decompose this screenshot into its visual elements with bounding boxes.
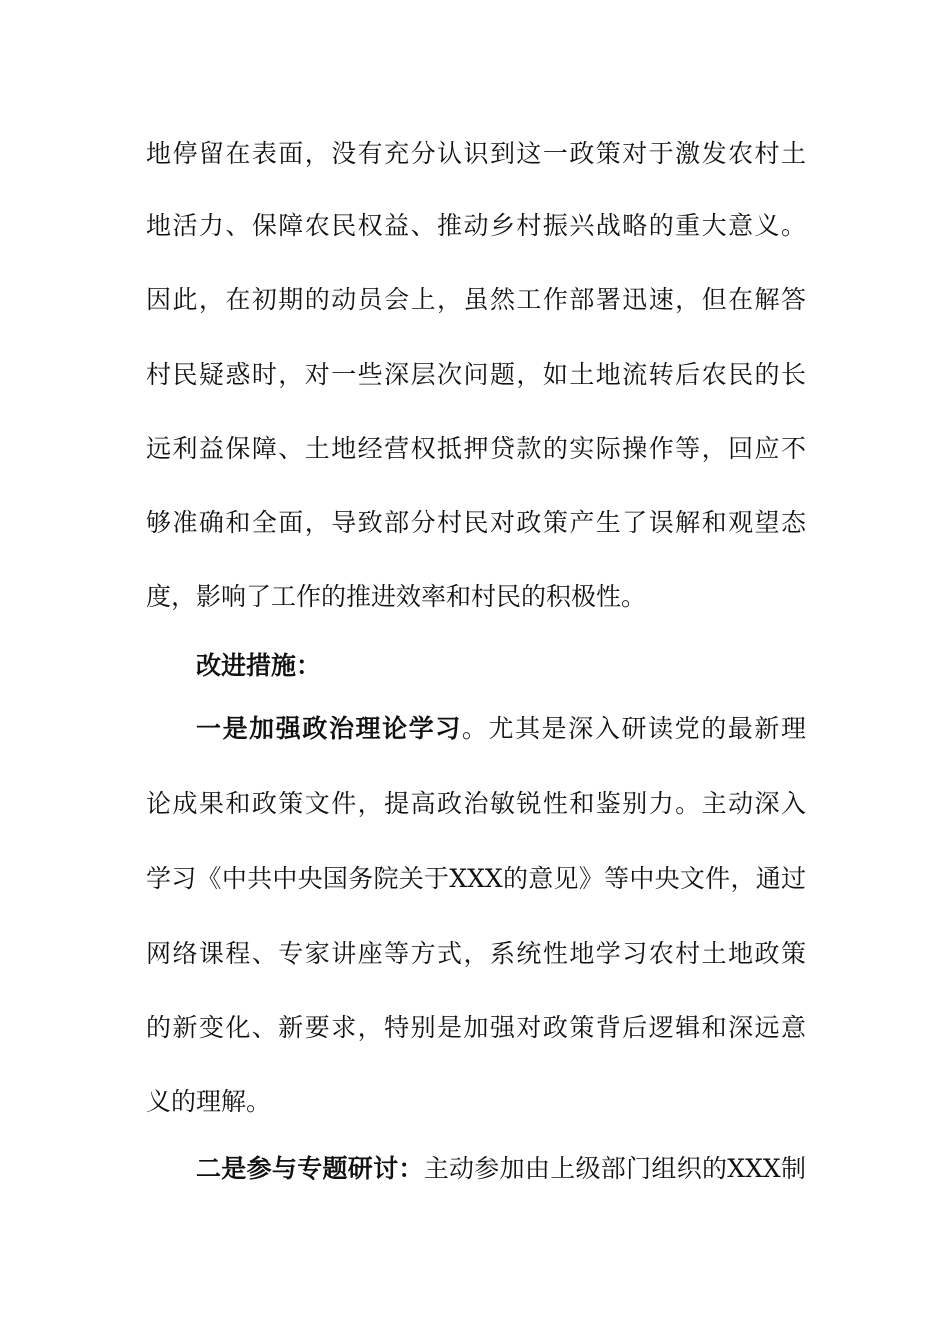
item1-bold-lead: 一是加强政治理论学习 [196, 714, 462, 743]
paragraph-line: 学习《中共中央国务院关于XXX的意见》等中央文件，通过 [146, 864, 806, 893]
section-heading: 改进措施： [196, 651, 322, 680]
paragraph-line: 度，影响了工作的推进效率和村民的积极性。 [146, 582, 647, 611]
paragraph-line: 论成果和政策文件，提高政治敏锐性和鉴别力。主动深入 [146, 789, 806, 818]
paragraph-line: 地停留在表面，没有充分认识到这一政策对于激发农村土 [146, 139, 806, 168]
paragraph-line: 网络课程、专家讲座等方式，系统性地学习农村土地政策 [146, 939, 806, 968]
paragraph-line: 够准确和全面，导致部分村民对政策产生了误解和观望态 [146, 508, 806, 537]
paragraph-line: 地活力、保障农民权益、推动乡村振兴战略的重大意义。 [146, 211, 806, 240]
item1-first-line [196, 711, 806, 747]
item2-bold-lead: 二是参与专题研讨： [196, 1154, 424, 1183]
paragraph-line: 义的理解。 [146, 1087, 272, 1116]
paragraph-line: 远利益保障、土地经营权抵押贷款的实际操作等，回应不 [146, 434, 806, 463]
item2-first-line [196, 1151, 806, 1187]
paragraph-line: 的新变化、新要求，特别是加强对政策背后逻辑和深远意 [146, 1013, 806, 1042]
paragraph-line: 因此，在初期的动员会上，虽然工作部署迅速，但在解答 [146, 285, 806, 314]
item2-first-rest: 主动参加由上级部门组织的XXX制 [423, 1154, 806, 1183]
item1-first-rest: 。尤其是深入研读党的最新理 [461, 714, 806, 743]
paragraph-line: 村民疑惑时，对一些深层次问题，如土地流转后农民的长 [146, 360, 806, 389]
